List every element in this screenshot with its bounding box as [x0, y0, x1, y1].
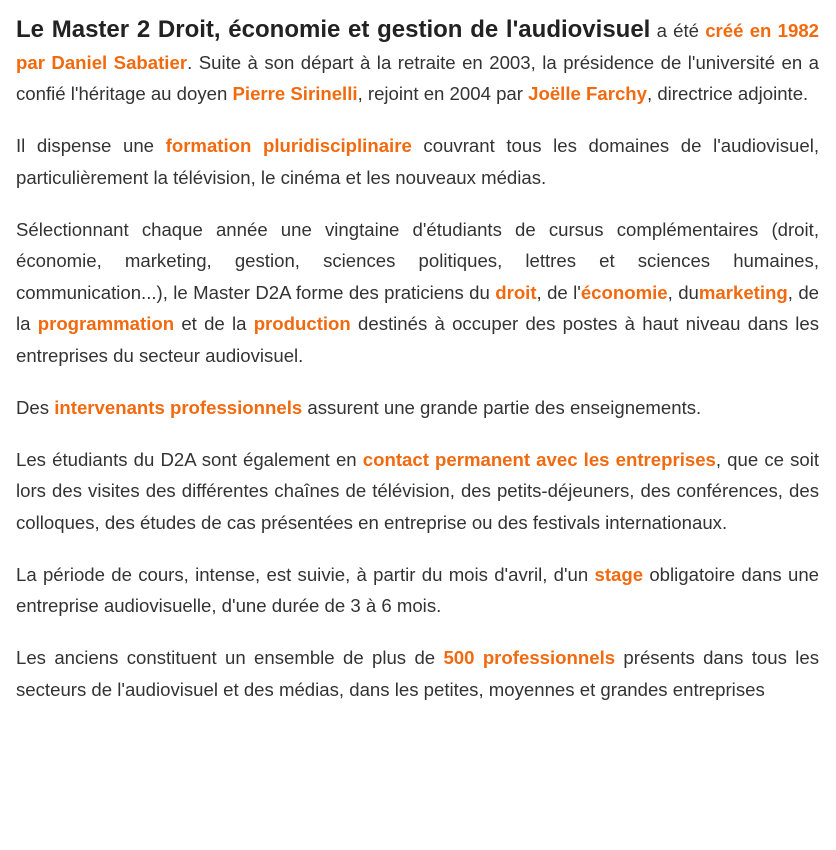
text-segment: présents dans tous les secteurs de l'audiovisuel et des médias, dans les petites, moyennes et grandes entreprises — [16, 647, 819, 700]
text-segment: Des — [16, 396, 55, 418]
text-segment: , de l' — [536, 281, 581, 303]
highlight-marketing: marketing — [698, 281, 788, 303]
text-segment: destinés à occuper des postes à haut niveau dans les entreprises du secteur audiovisuel. — [16, 313, 820, 366]
paragraph-intro — [16, 14, 819, 110]
paragraph-speakers — [16, 392, 819, 424]
text-segment: , du — [667, 281, 699, 303]
highlight-production: production — [253, 313, 351, 334]
text-segment: Les anciens constituent un ensemble de plus de — [16, 647, 444, 668]
text-segment: , de la — [16, 281, 820, 334]
text-segment: Il dispense une — [16, 135, 166, 156]
text-segment: et de la — [174, 313, 254, 334]
text-segment: obligatoire dans une entreprise audiovisuelle, d'une durée de 3 à 6 mois. — [16, 563, 819, 616]
text-segment: , directrice adjointe. — [646, 83, 809, 104]
highlight-stage: stage — [594, 563, 644, 585]
text-segment: , rejoint en 2004 par — [357, 83, 529, 104]
text-segment: , que ce soit lors des visites des différentes chaînes de télévision, des petits-déjeuners, des conférences, des colloques, des études de cas présentées en entreprise ou des festivals internationaux. — [16, 448, 820, 533]
master-title: Le Master 2 Droit, économie et gestion de l'audiovisuel — [16, 16, 651, 43]
highlight-pierre-sirinelli: Pierre Sirinelli — [232, 83, 358, 104]
highlight-joelle-farchy: Joëlle Farchy — [528, 83, 647, 104]
highlight-droit: droit — [495, 281, 537, 303]
highlight-contact: contact permanent avec les entreprises — [362, 448, 716, 470]
highlight-intervenants: intervenants professionnels — [54, 396, 303, 418]
highlight-programmation: programmation — [37, 313, 175, 334]
text-segment: Sélectionnant chaque année une vingtaine d'étudiants de cursus complémentaires (droit, économie, marketing, gestion, sciences politiques, lettres et sciences humaines, communication...), le Master D2A forme des praticiens du — [16, 218, 819, 303]
highlight-economie: économie — [580, 281, 668, 303]
text-segment: . Suite à son départ à la retraite en 2003, la présidence de l'université en a confié l'héritage au doyen — [16, 51, 819, 104]
highlight-formation: formation pluridisciplinaire — [165, 135, 412, 156]
text-segment: couvrant tous les domaines de l'audiovisuel, particulièrement la télévision, le cinéma et les nouveaux médias. — [16, 135, 819, 188]
paragraph-students — [16, 214, 819, 372]
text-segment: Les étudiants du D2A sont également en — [16, 448, 363, 470]
paragraph-training — [16, 130, 819, 193]
highlight-500-professionnels: 500 professionnels — [443, 647, 616, 668]
paragraph-contact — [16, 444, 819, 539]
text-segment: La période de cours, intense, est suivie, à partir du mois d'avril, d'un — [16, 563, 595, 585]
paragraph-alumni — [16, 642, 819, 705]
text-segment: a été — [650, 20, 706, 41]
highlight-creation: créé en 1982 par Daniel Sabatier — [16, 20, 819, 73]
paragraph-internship — [16, 559, 819, 622]
text-segment: assurent une grande partie des enseignements. — [302, 396, 702, 418]
